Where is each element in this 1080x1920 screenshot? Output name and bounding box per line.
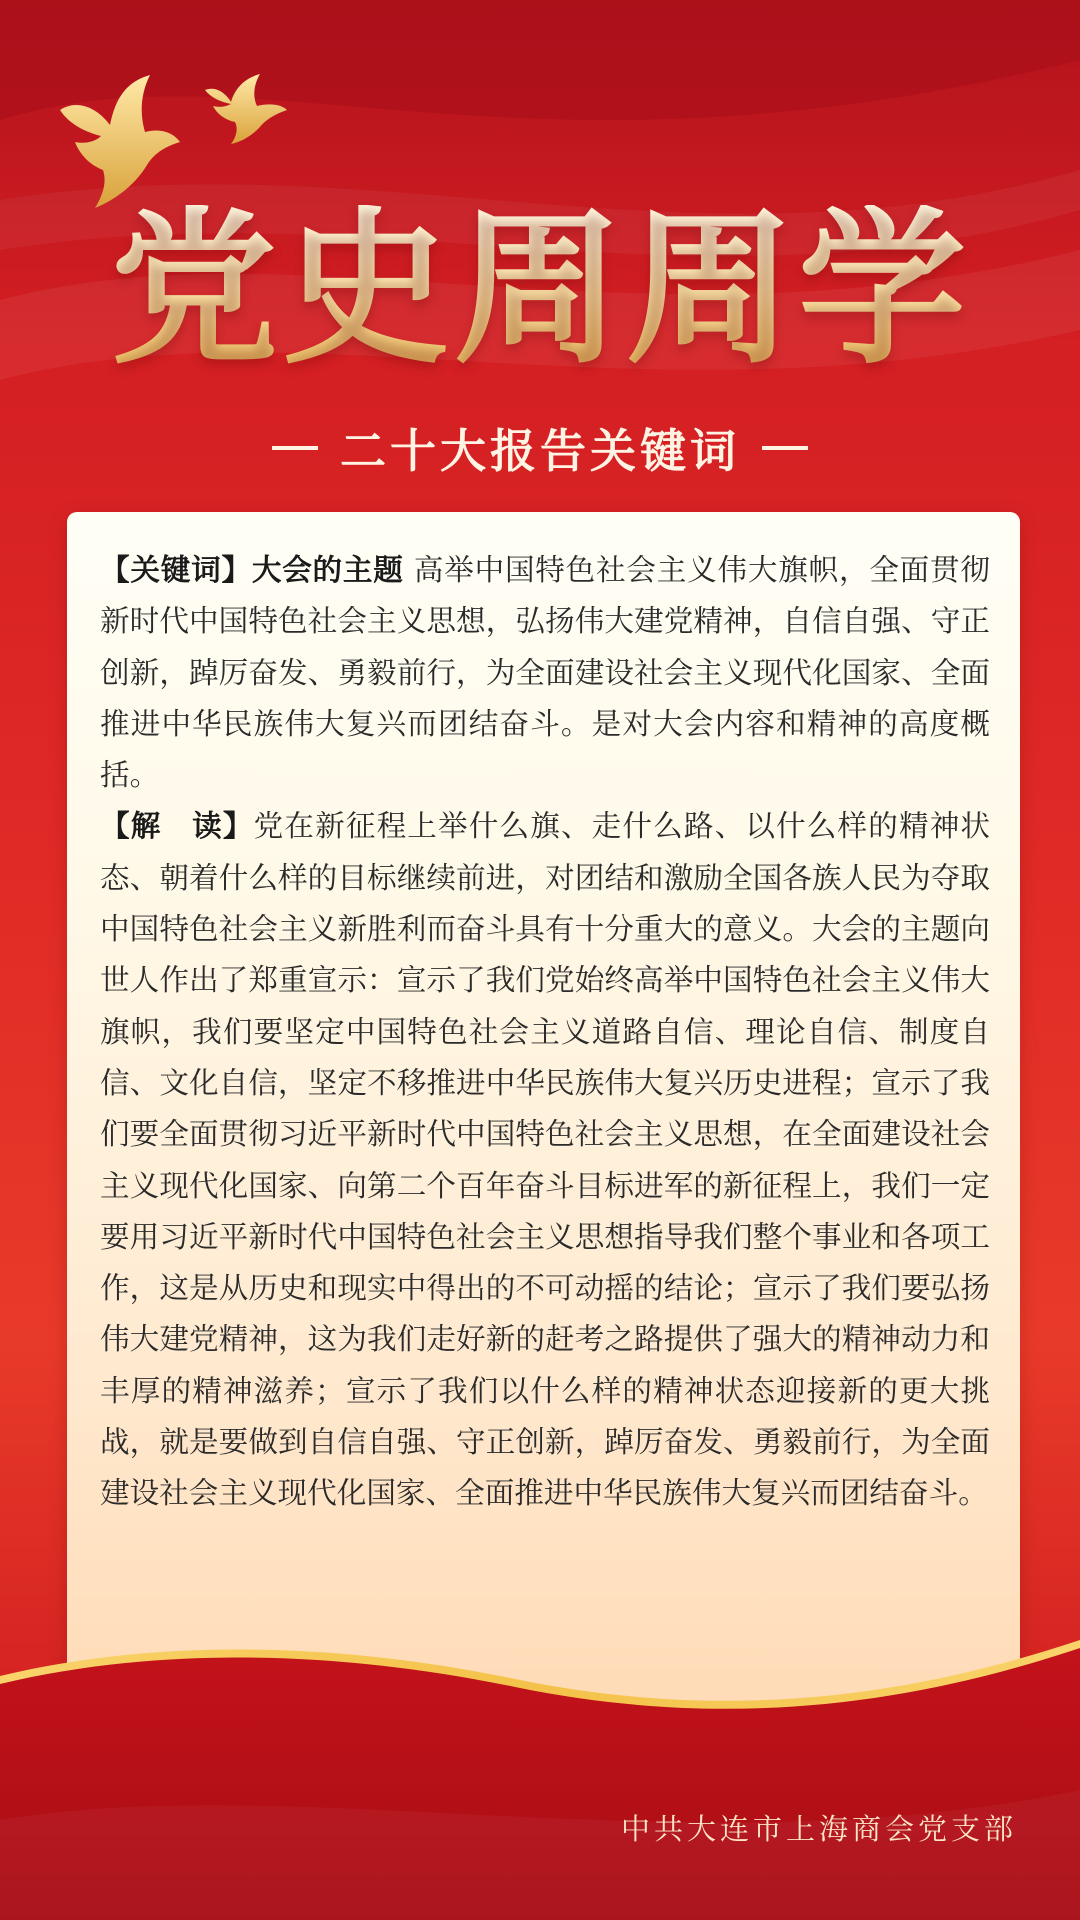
subtitle: 二十大报告关键词 xyxy=(340,424,740,478)
content-body xyxy=(100,545,990,1520)
interpretation-paragraph xyxy=(100,801,990,1519)
bottom-wave xyxy=(0,1620,1080,1920)
page-title: 党史周周学 xyxy=(0,205,1080,373)
subtitle-dash-left xyxy=(272,446,318,450)
subtitle-dash-right xyxy=(762,446,808,450)
subtitle-row xyxy=(0,415,1080,481)
interpretation-text: 党在新征程上举什么旗、走什么路、以什么样的精神状态、朝着什么样的目标继续前进，对团结和激励全国各族人民为夺取中国特色社会主义新胜利而奋斗具有十分重大的意义。大会的主题向世人作出了郑重宣示：宣示了我们党始终高举中国特色社会主义伟大旗帜，我们要坚定中国特色社会主义道路自信、理论自信、制度自信、文化自信，坚定不移推进中华民族伟大复兴历史进程；宣示了我们要全面贯彻习近平新时代中国特色社会主义思想，在全面建设社会主义现代化国家、向第二个百年奋斗目标进军的新征程上，我们一定要用习近平新时代中国特色社会主义思想指导我们整个事业和各项工作，这是从历史和现实中得出的不可动摇的结论；宣示了我们要弘扬伟大建党精神，这为我们走好新的赶考之路提供了强大的精神动力和丰厚的精神滋养；宣示了我们以什么样的精神状态迎接新的更大挑战，就是要做到自信自强、守正创新，踔厉奋发、勇毅前行，为全面建设社会主义现代化国家、全面推进中华民族伟大复兴而团结奋斗。 xyxy=(100,809,991,1511)
interpretation-label: 【解 读】 xyxy=(100,809,254,844)
keyword-title: 大会的主题 xyxy=(251,553,404,587)
keyword-text: 高举中国特色社会主义伟大旗帜，全面贯彻新时代中国特色社会主义思想，弘扬伟大建党精神，自信自强、守正创新，踔厉奋发、勇毅前行，为全面建设社会主义现代化国家、全面推进中华民族伟大复兴而团结奋斗。是对大会内容和精神的高度概括。 xyxy=(100,553,991,793)
keyword-spacer xyxy=(404,553,414,587)
keyword-paragraph xyxy=(100,545,990,801)
footer-organization: 中共大连市上海商会党支部 xyxy=(620,1812,1017,1846)
keyword-label: 【关键词】 xyxy=(100,553,252,587)
